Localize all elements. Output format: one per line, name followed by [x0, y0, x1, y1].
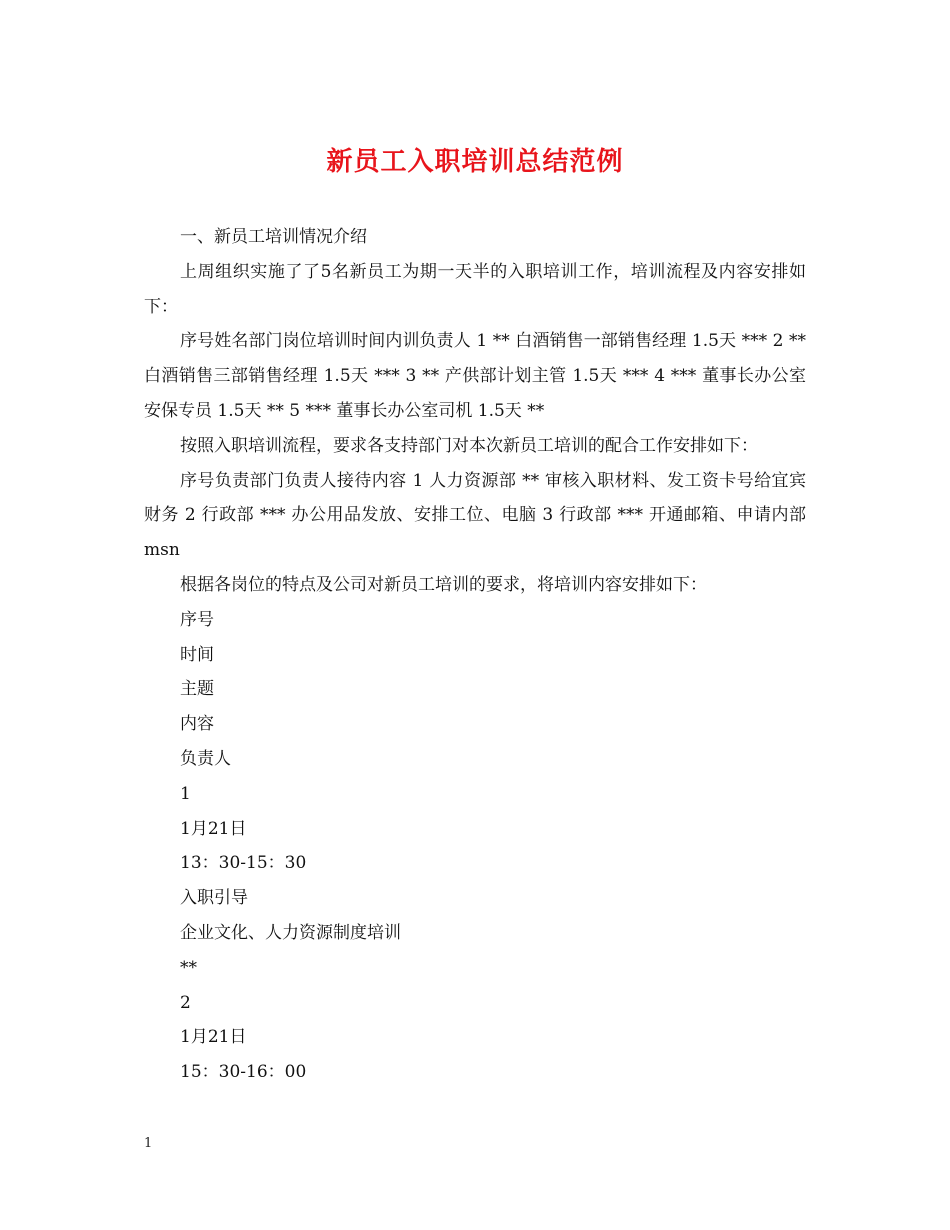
document-body	[144, 220, 806, 1090]
schedule-line: 1月21日	[180, 818, 247, 839]
schedule-line: 负责人	[180, 748, 231, 769]
schedule-line: 15：30-16：00	[180, 1062, 307, 1083]
schedule-line: 入职引导	[180, 888, 248, 909]
schedule-line: 主题	[180, 679, 214, 700]
section-heading: 一、新员工培训情况介绍	[180, 227, 367, 247]
page-number: 1	[144, 1136, 153, 1151]
schedule-line: 2	[180, 992, 191, 1013]
paragraph-support-intro: 按照入职培训流程，要求各支持部门对本次新员工培训的配合工作安排如下：	[180, 435, 758, 456]
schedule-line: 时间	[180, 644, 214, 665]
schedule-line: 内容	[180, 714, 214, 735]
schedule-line: **	[180, 957, 197, 978]
paragraph-support-table: 序号负责部门负责人接待内容 1 人力资源部 ** 审核入职材料、发工资卡号给宜宾财务 2 行政部 *** 办公用品发放、安排工位、电脑 3 行政部 *** 开通邮箱、申请内部msn	[144, 470, 806, 561]
schedule-line: 13：30-15：30	[180, 853, 307, 874]
document-title: 新员工入职培训总结范例	[326, 147, 624, 177]
schedule-line: 序号	[180, 609, 214, 630]
paragraph-content-intro: 根据各岗位的特点及公司对新员工培训的要求，将培训内容安排如下：	[180, 574, 707, 595]
paragraph-trainee-table: 序号姓名部门岗位培训时间内训负责人 1 ** 白酒销售一部销售经理 1.5天 *** 2 ** 白酒销售三部销售经理 1.5天 *** 3 ** 产供部计划主管 1.5天 *** 4 *** 董事长办公室安保专员 1.5天 ** 5 *** 董事长办公室司机 1.5天 **	[144, 331, 806, 421]
schedule-line: 1	[180, 783, 191, 804]
paragraph-intro: 上周组织实施了了5名新员工为期一天半的入职培训工作，培训流程及内容安排如下：	[144, 261, 806, 317]
schedule-line: 企业文化、人力资源制度培训	[180, 922, 401, 943]
schedule-line: 1月21日	[180, 1027, 247, 1048]
